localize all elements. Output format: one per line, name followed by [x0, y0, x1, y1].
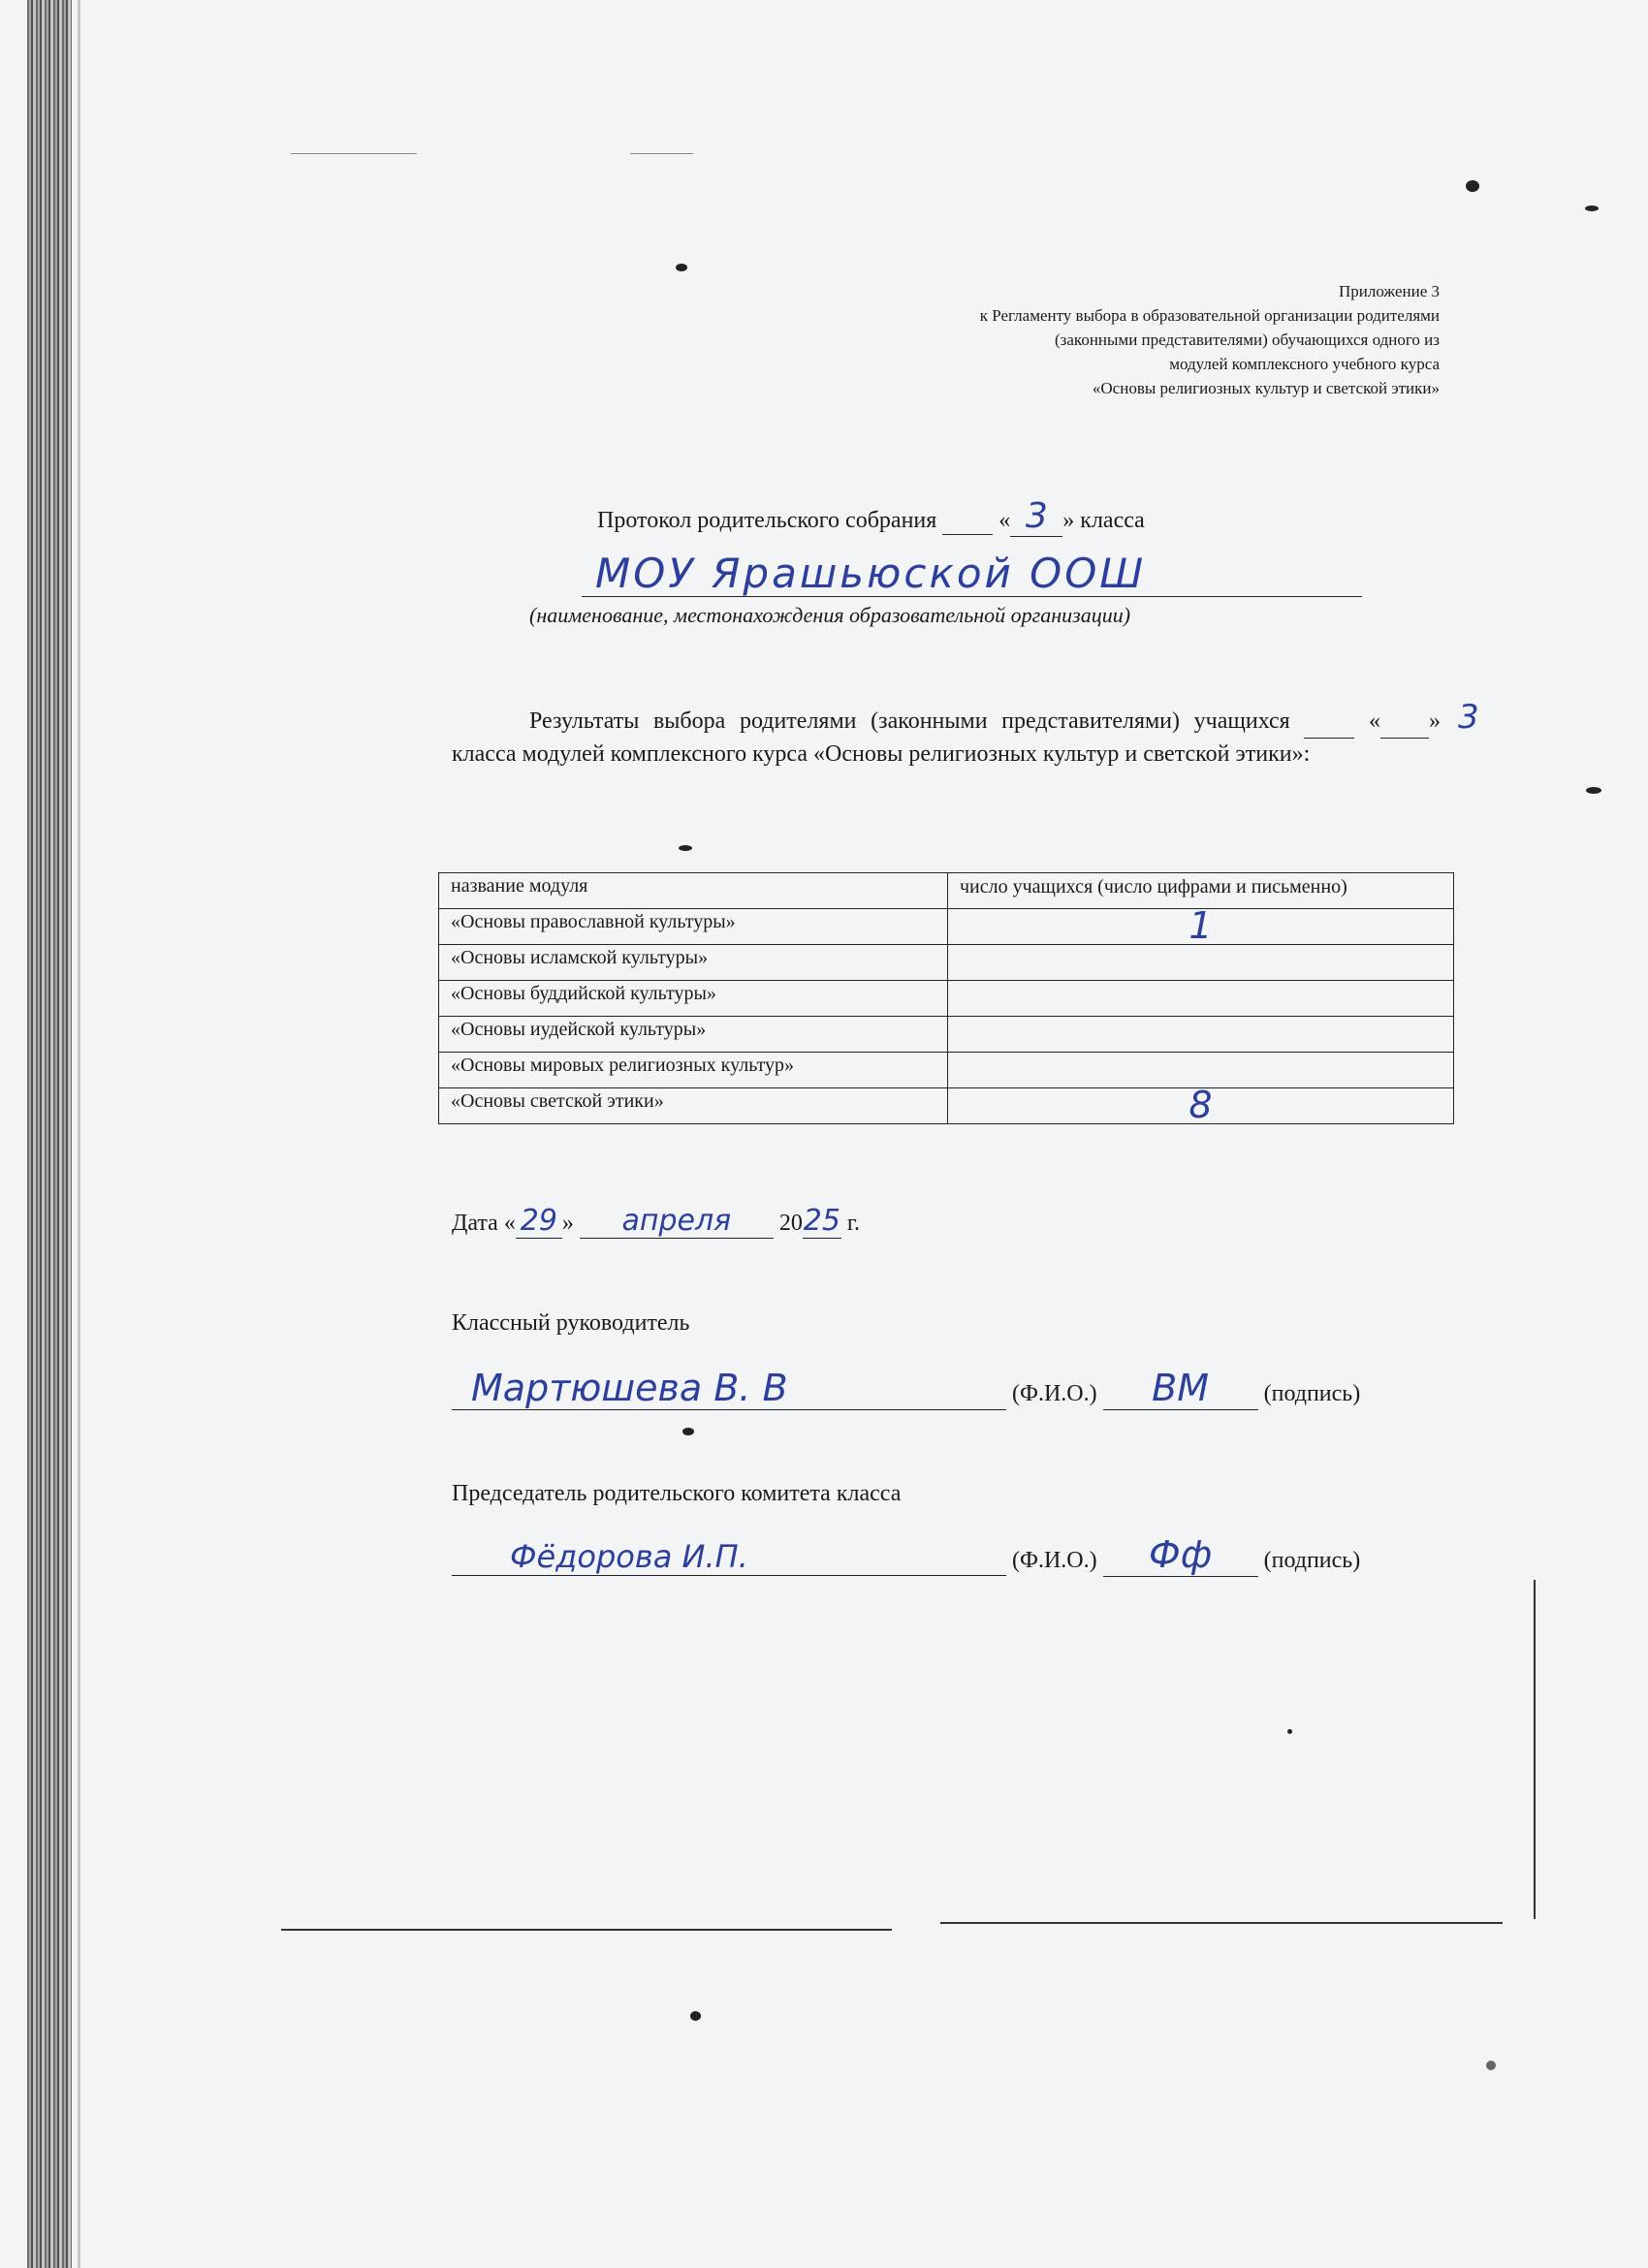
day-field	[516, 1204, 562, 1239]
table-row	[439, 1088, 1454, 1124]
teacher-signature: ВМ	[1152, 1367, 1210, 1409]
scan-frame-line	[281, 1929, 892, 1931]
count-cell	[948, 1017, 1454, 1053]
teacher-signature-field	[1103, 1367, 1258, 1410]
fio-label: (Ф.И.О.)	[1012, 1381, 1097, 1406]
scan-speck	[1586, 787, 1601, 794]
module-cell: «Основы исламской культуры»	[439, 945, 948, 981]
appendix-line: модулей комплексного учебного курса	[1169, 355, 1440, 373]
module-cell: «Основы светской этики»	[439, 1088, 948, 1124]
scan-edge	[27, 0, 72, 2268]
class-number: 3	[1025, 496, 1048, 536]
title-text-end: » класса	[1062, 508, 1145, 533]
modules-table	[438, 872, 1454, 1124]
chair-signature-field	[1103, 1533, 1258, 1577]
table-row	[439, 945, 1454, 981]
appendix-line: «Основы религиозных культур и светской этики»	[1092, 379, 1440, 397]
module-cell: «Основы православной культуры»	[439, 909, 948, 945]
chair-sign-line	[452, 1533, 1360, 1577]
blank-field	[1304, 706, 1354, 739]
open-quote: «	[998, 508, 1011, 533]
blank-field	[942, 508, 993, 535]
table-row	[439, 909, 1454, 945]
table-row	[439, 1053, 1454, 1088]
chair-label: Председатель родительского комитета класса	[452, 1481, 902, 1506]
class-number: 3	[1458, 698, 1479, 737]
school-caption: (наименование, местонахождения образовательной организации)	[529, 603, 1131, 627]
count-cell: 8	[948, 1088, 1454, 1124]
module-cell: «Основы иудейской культуры»	[439, 1017, 948, 1053]
scan-speck	[682, 1428, 694, 1435]
year-field	[803, 1204, 841, 1239]
table-row	[439, 1017, 1454, 1053]
header-cell-module: название модуля	[439, 873, 948, 909]
fio-label: (Ф.И.О.)	[1012, 1548, 1097, 1573]
appendix-note	[761, 279, 1440, 400]
sign-label: (подпись)	[1263, 1381, 1361, 1406]
close-quote: »	[561, 1211, 574, 1236]
scan-speck	[1486, 2061, 1496, 2070]
intro-text: Результаты выбора родителями (законными представителями) учащихся	[529, 709, 1290, 734]
appendix-line: Приложение 3	[1339, 282, 1440, 300]
intro-text: » класса модулей комплексного курса «Основы религиозных культур и светской этики»:	[452, 709, 1442, 767]
year-end: г.	[846, 1211, 860, 1236]
school-name-field	[582, 550, 1362, 597]
scan-speck	[1585, 205, 1599, 211]
scan-speck	[679, 845, 692, 851]
count-cell	[948, 945, 1454, 981]
chair-name-field	[452, 1538, 1006, 1576]
sign-label: (подпись)	[1263, 1548, 1361, 1573]
header-cell-count: число учащихся (число цифрами и письменно)	[948, 873, 1454, 909]
year-prefix: 20	[778, 1211, 803, 1236]
table-header-row	[439, 873, 1454, 909]
scan-speck	[1287, 1729, 1292, 1734]
month-field	[580, 1204, 774, 1239]
appendix-line: (законными представителями) обучающихся одного из	[1055, 331, 1440, 349]
teacher-name: Мартюшева В. В	[471, 1367, 788, 1409]
module-cell: «Основы мировых религиозных культур»	[439, 1053, 948, 1088]
chair-signature: Фф	[1149, 1533, 1213, 1576]
scan-edge-line	[78, 0, 80, 2268]
count-cell	[948, 981, 1454, 1017]
date-year: 25	[803, 1204, 840, 1238]
title-text: Протокол родительского собрания	[597, 508, 937, 533]
teacher-label: Классный руководитель	[452, 1310, 690, 1336]
scan-frame-line	[1534, 1580, 1536, 1919]
module-cell: «Основы буддийской культуры»	[439, 981, 948, 1017]
date-label: Дата «	[452, 1211, 516, 1236]
teacher-name-field	[452, 1367, 1006, 1410]
school-name: МОУ Ярашьюской ООШ	[595, 550, 1147, 597]
protocol-title	[597, 496, 1145, 537]
appendix-line: к Регламенту выбора в образовательной организации родителями	[979, 306, 1440, 325]
intro-paragraph	[452, 698, 1479, 771]
count-cell	[948, 1053, 1454, 1088]
table-row	[439, 981, 1454, 1017]
scan-artifact-line	[630, 153, 693, 154]
open-quote: «	[1369, 709, 1381, 734]
class-number-field	[1380, 698, 1479, 739]
scan-frame-line	[940, 1922, 1503, 1924]
date-day: 29	[520, 1204, 557, 1238]
count-cell: 1	[948, 909, 1454, 945]
scan-speck	[690, 2011, 701, 2021]
scan-artifact-line	[291, 153, 417, 154]
teacher-sign-line	[452, 1367, 1360, 1410]
class-number-field	[1010, 496, 1062, 537]
scan-speck	[676, 264, 687, 271]
date-month: апреля	[621, 1204, 732, 1238]
scan-speck	[1466, 180, 1479, 192]
chair-name: Фёдорова И.П.	[510, 1538, 748, 1575]
date-line	[452, 1204, 860, 1239]
